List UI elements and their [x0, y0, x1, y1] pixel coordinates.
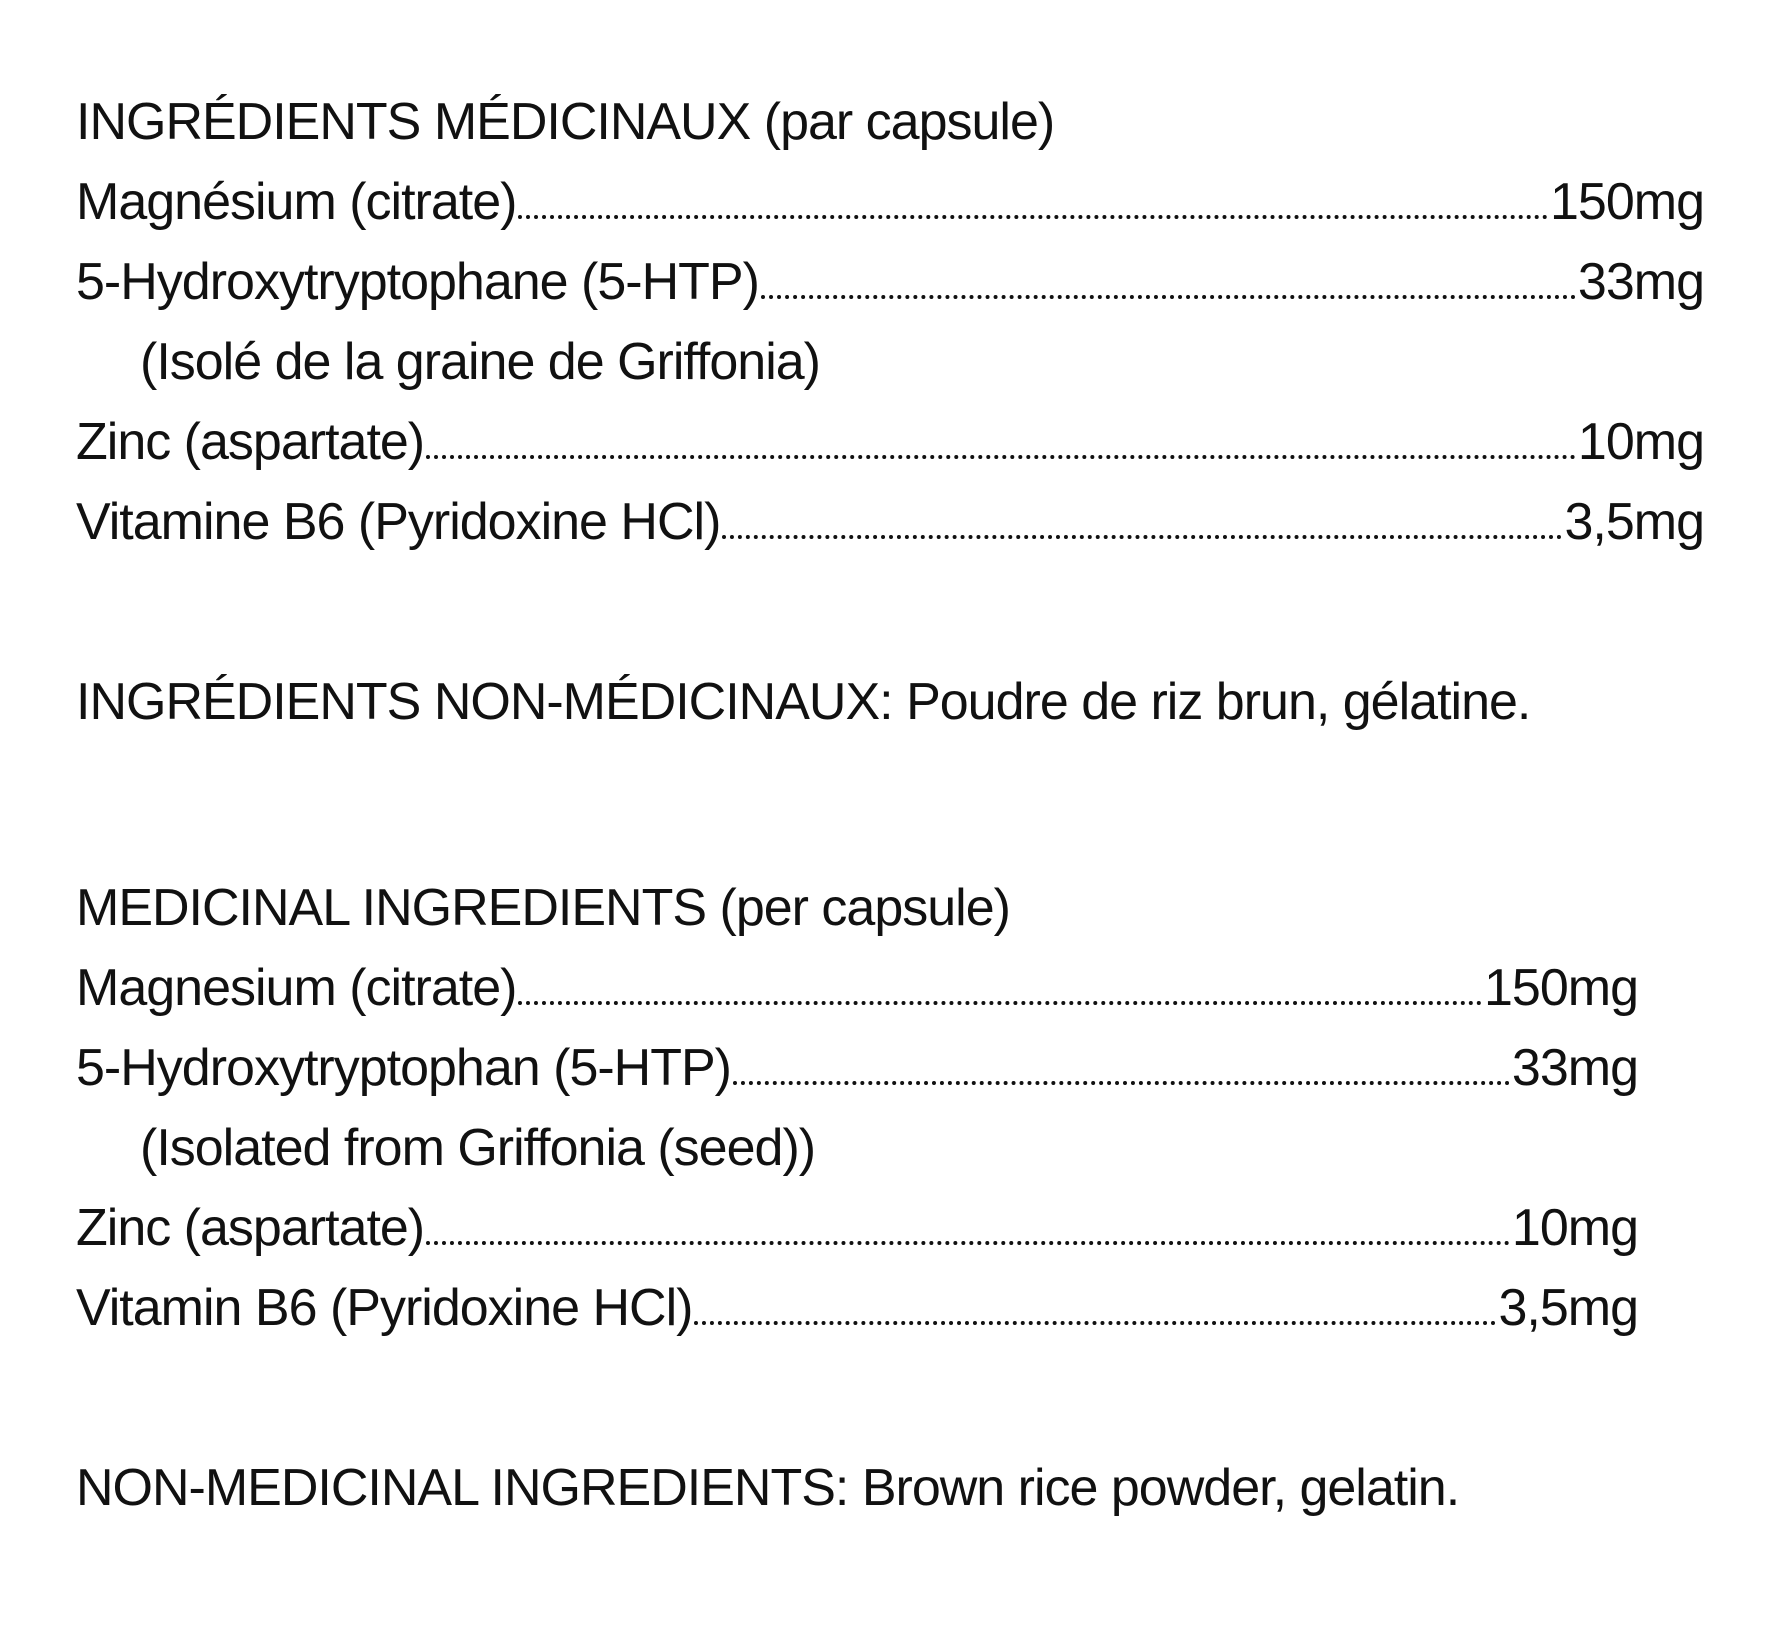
- french-non-medicinal-ingredients: [76, 662, 1530, 742]
- english-non-medicinal-ingredients: [76, 1448, 1459, 1528]
- dot-leader: [426, 1241, 1510, 1245]
- ingredient-row: [76, 402, 1704, 482]
- ingredient-row: [76, 1268, 1638, 1348]
- french-heading-note: (par capsule): [763, 93, 1055, 151]
- ingredient-amount: 33mg: [1511, 1039, 1638, 1097]
- ingredient-row: [76, 162, 1704, 242]
- ingredient-name: Zinc (aspartate): [76, 1199, 425, 1257]
- english-heading-note: (per capsule): [719, 879, 1010, 937]
- dot-leader: [733, 1081, 1510, 1085]
- ingredient-source-note: [76, 322, 1704, 402]
- ingredient-name: Magnésium (citrate): [76, 173, 517, 231]
- ingredient-row: [76, 1028, 1638, 1108]
- ingredient-name: Magnesium (citrate): [76, 959, 517, 1017]
- ingredient-name: Vitamine B6 (Pyridoxine HCl): [76, 493, 721, 551]
- english-heading-title: MEDICINAL INGREDIENTS: [76, 879, 707, 937]
- ingredient-source-text: (Isolé de la graine de Griffonia): [140, 333, 820, 391]
- english-non-medicinal-text: Brown rice powder, gelatin.: [861, 1459, 1460, 1517]
- ingredient-amount: 3,5mg: [1564, 493, 1704, 551]
- french-non-medicinal-text: Poudre de riz brun, gélatine.: [906, 673, 1531, 731]
- french-heading: [76, 82, 1704, 162]
- ingredient-row: [76, 948, 1638, 1028]
- ingredient-row: [76, 242, 1704, 322]
- ingredient-row: [76, 1188, 1638, 1268]
- english-heading: [76, 868, 1638, 948]
- dot-leader: [426, 455, 1576, 459]
- ingredient-amount: 3,5mg: [1498, 1279, 1638, 1337]
- dot-leader: [518, 215, 1548, 219]
- ingredient-amount: 10mg: [1511, 1199, 1638, 1257]
- french-medicinal-ingredients: [76, 82, 1704, 562]
- ingredient-amount: 33mg: [1577, 253, 1704, 311]
- english-non-medicinal-label: NON-MEDICINAL INGREDIENTS:: [76, 1459, 849, 1517]
- dot-leader: [518, 1001, 1482, 1005]
- ingredient-source-note: [76, 1108, 1638, 1188]
- ingredient-amount: 150mg: [1550, 173, 1704, 231]
- ingredient-amount: 150mg: [1484, 959, 1638, 1017]
- ingredient-name: 5-Hydroxytryptophane (5-HTP): [76, 253, 759, 311]
- dot-leader: [694, 1321, 1496, 1325]
- ingredient-amount: 10mg: [1577, 413, 1704, 471]
- dot-leader: [761, 295, 1576, 299]
- ingredient-row: [76, 482, 1704, 562]
- english-medicinal-ingredients: [76, 868, 1638, 1348]
- french-heading-title: INGRÉDIENTS MÉDICINAUX: [76, 93, 751, 151]
- ingredient-source-text: (Isolated from Griffonia (seed)): [140, 1119, 816, 1177]
- dot-leader: [722, 535, 1562, 539]
- ingredient-name: Zinc (aspartate): [76, 413, 425, 471]
- ingredient-name: 5-Hydroxytryptophan (5-HTP): [76, 1039, 731, 1097]
- french-non-medicinal-label: INGRÉDIENTS NON-MÉDICINAUX:: [76, 673, 893, 731]
- ingredient-name: Vitamin B6 (Pyridoxine HCl): [76, 1279, 693, 1337]
